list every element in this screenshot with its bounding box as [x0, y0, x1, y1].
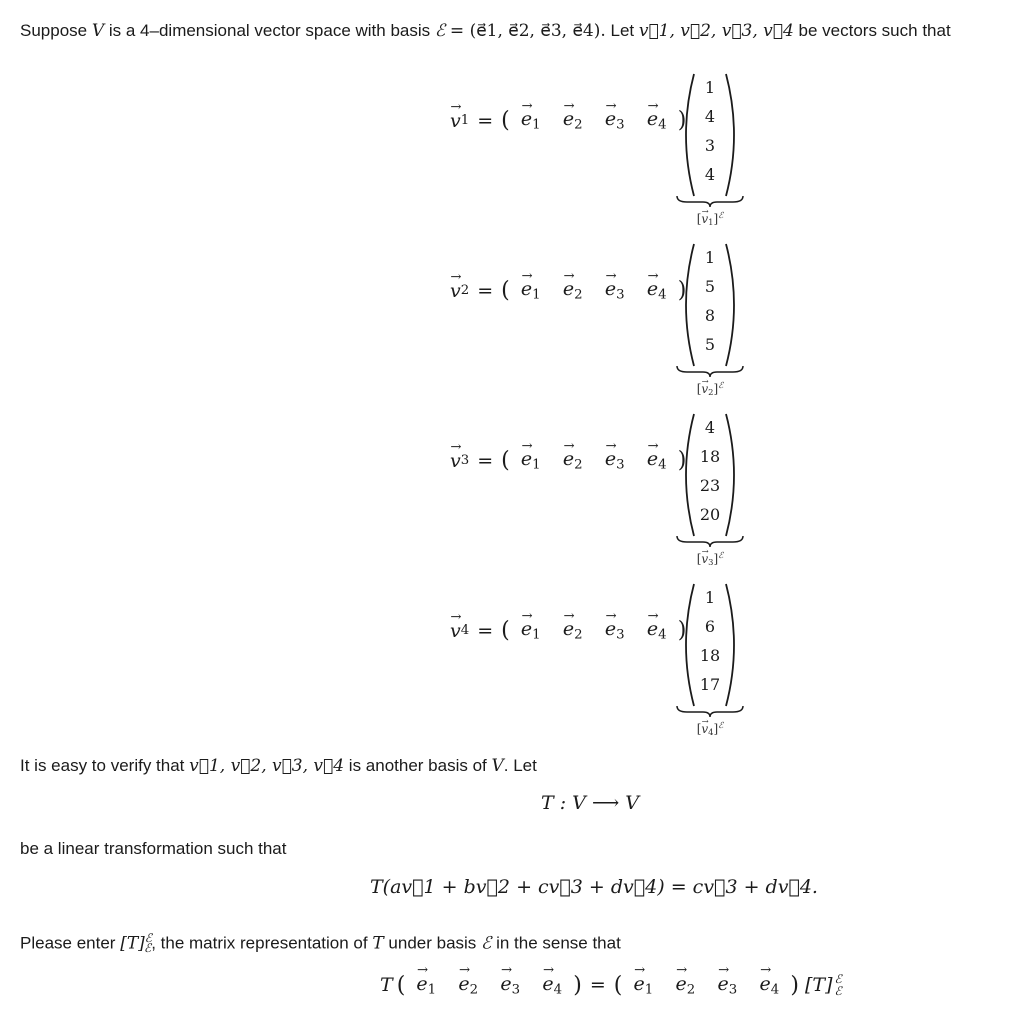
equation-lhs: → v 4 = ( → $e_1$ → $e_2$ → $e_3$ → $e_4$ )	[450, 618, 686, 643]
coordinate-entry: 4	[704, 107, 716, 126]
intro-prefix: Suppose	[20, 21, 88, 40]
coordinate-entry: 18	[699, 646, 721, 665]
vector-index: 3	[460, 453, 470, 468]
linear-text: be a linear transformation such that	[20, 839, 287, 858]
coordinate-label: [→ $v_2]^ℰ$	[670, 380, 750, 397]
final-lhs-row: ( → $e_1$ → $e_2$ → $e_3$ → $e_4$ )	[397, 973, 582, 998]
vector-index: 4	[460, 623, 470, 638]
coordinate-entry: 1	[704, 588, 716, 607]
coordinate-entry: 17	[699, 675, 721, 694]
underbrace	[675, 364, 745, 378]
basis-vector-1: → $e_1$	[510, 278, 552, 303]
final-rhs-matrix: [T]	[804, 974, 833, 996]
basis-vector-2: → $e_2$	[552, 108, 594, 133]
map-equation: T : V ⟶ V	[541, 792, 639, 814]
enter-matrix-symbol: [T]	[120, 933, 145, 954]
basis-vector-3: → $e_3$	[594, 618, 636, 643]
final-lhs-T: T	[380, 974, 393, 996]
basis-vector-4: → $e_4$	[636, 108, 678, 133]
basis-vector-4: → $e_4$	[636, 278, 678, 303]
basis-row: ( → $e_1$ → $e_2$ → $e_3$ → $e_4$ )	[501, 108, 686, 133]
verify-vectors: v⃗1, v⃗2, v⃗3, v⃗4	[189, 756, 345, 776]
final-rhs-row: ( → $e_1$ → $e_2$ → $e_3$ → $e_4$ )	[614, 973, 799, 998]
basis-row: ( → $e_1$ → $e_2$ → $e_3$ → $e_4$ )	[501, 448, 686, 473]
enter-basis-symbol: ℰ	[481, 933, 492, 954]
basis-vector-4: → $e_4$	[636, 448, 678, 473]
coordinate-entry: 4	[704, 165, 716, 184]
basis-vector-2: → $e_2$	[552, 278, 594, 303]
coordinate-entry: 1	[704, 78, 716, 97]
coordinate-label: [→ $v_4]^ℰ$	[670, 720, 750, 737]
intro-suffix: be vectors such that	[798, 21, 951, 40]
basis-row: ( → $e_1$ → $e_2$ → $e_3$ → $e_4$ )	[501, 278, 686, 303]
basis-vector-2: → $e_2$	[552, 448, 594, 473]
coordinate-label: [→ $v_3]^ℰ$	[670, 550, 750, 567]
verify-middle: is another basis of	[348, 756, 487, 775]
final-equals: =	[589, 974, 606, 996]
enter-T-symbol: T	[372, 933, 384, 954]
coordinate-column	[680, 240, 740, 397]
coordinate-entry: 3	[704, 136, 716, 155]
intro-basis-definition: = (e⃗1, e⃗2, e⃗3, e⃗4).	[449, 21, 606, 41]
equation-lhs: → v 2 = ( → $e_1$ → $e_2$ → $e_3$ → $e_4$ )	[450, 278, 686, 303]
coordinate-entry: 23	[699, 476, 721, 495]
coordinate-entry: 8	[704, 306, 716, 325]
enter-prefix: Please enter	[20, 933, 116, 953]
underbrace	[675, 194, 745, 208]
intro-line	[20, 20, 951, 42]
final-equation: T ( → $e_1$ → $e_2$ → $e_3$ → $e_4$ ) = ( → $e_1$ → $e_2$ → $e_3$ → $e_4$ ) [T] ℰ ℰ	[380, 970, 842, 1000]
coordinate-entry: 5	[704, 335, 716, 354]
coordinate-column	[680, 70, 740, 227]
vector-index: 2	[460, 283, 470, 298]
underbrace	[675, 534, 745, 548]
coordinate-column	[680, 410, 740, 567]
basis-vector-1: → $e_1$	[510, 108, 552, 133]
intro-middle: is a 4–dimensional vector space with basis	[108, 21, 431, 40]
verify-line	[20, 755, 537, 777]
coordinate-entry: 18	[699, 447, 721, 466]
basis-vector-3: → $e_3$	[594, 448, 636, 473]
verify-suffix: . Let	[503, 756, 537, 775]
vector-symbol: → v	[450, 110, 461, 132]
intro-vectors: v⃗1, v⃗2, v⃗3, v⃗4	[638, 21, 794, 41]
coordinate-entry: 20	[699, 505, 721, 524]
verify-space-symbol: V	[491, 756, 504, 776]
enter-suffix: in the sense that	[496, 933, 621, 953]
coordinate-label: [→ $v_1]^ℰ$	[670, 210, 750, 227]
enter-middle2: under basis	[388, 933, 477, 953]
verify-prefix: It is easy to verify that	[20, 756, 185, 775]
intro-space-symbol: V	[91, 21, 105, 41]
transform-equation: T(av⃗1 + bv⃗2 + cv⃗3 + dv⃗4) = cv⃗3 + dv⃗4.	[370, 876, 818, 898]
vector-index: 1	[460, 113, 470, 128]
vector-symbol: → v	[450, 450, 461, 472]
intro-let: Let	[610, 21, 635, 40]
equation-lhs: → v 3 = ( → $e_1$ → $e_2$ → $e_3$ → $e_4$ )	[450, 448, 686, 473]
coordinate-entry: 6	[704, 617, 716, 636]
basis-vector-1: → $e_1$	[510, 448, 552, 473]
vector-symbol: → v	[450, 280, 461, 302]
coordinate-entry: 4	[704, 418, 716, 437]
basis-vector-3: → $e_3$	[594, 108, 636, 133]
enter-line: Please enter $[T]^ℰ_ℰ$, the matrix representation of T under basis ℰ in the sense that	[20, 931, 621, 955]
basis-row: ( → $e_1$ → $e_2$ → $e_3$ → $e_4$ )	[501, 618, 686, 643]
coordinate-entry: 5	[704, 277, 716, 296]
intro-basis-symbol: ℰ	[434, 21, 446, 41]
basis-vector-1: → $e_1$	[510, 618, 552, 643]
coordinate-column	[680, 580, 740, 737]
basis-vector-2: → $e_2$	[552, 618, 594, 643]
basis-vector-3: → $e_3$	[594, 278, 636, 303]
underbrace	[675, 704, 745, 718]
enter-middle: , the matrix representation of	[151, 933, 368, 953]
equation-lhs: → v 1 = ( → $e_1$ → $e_2$ → $e_3$ → $e_4$ )	[450, 108, 686, 133]
coordinate-entry: 1	[704, 248, 716, 267]
basis-vector-4: → $e_4$	[636, 618, 678, 643]
vector-symbol: → v	[450, 620, 461, 642]
